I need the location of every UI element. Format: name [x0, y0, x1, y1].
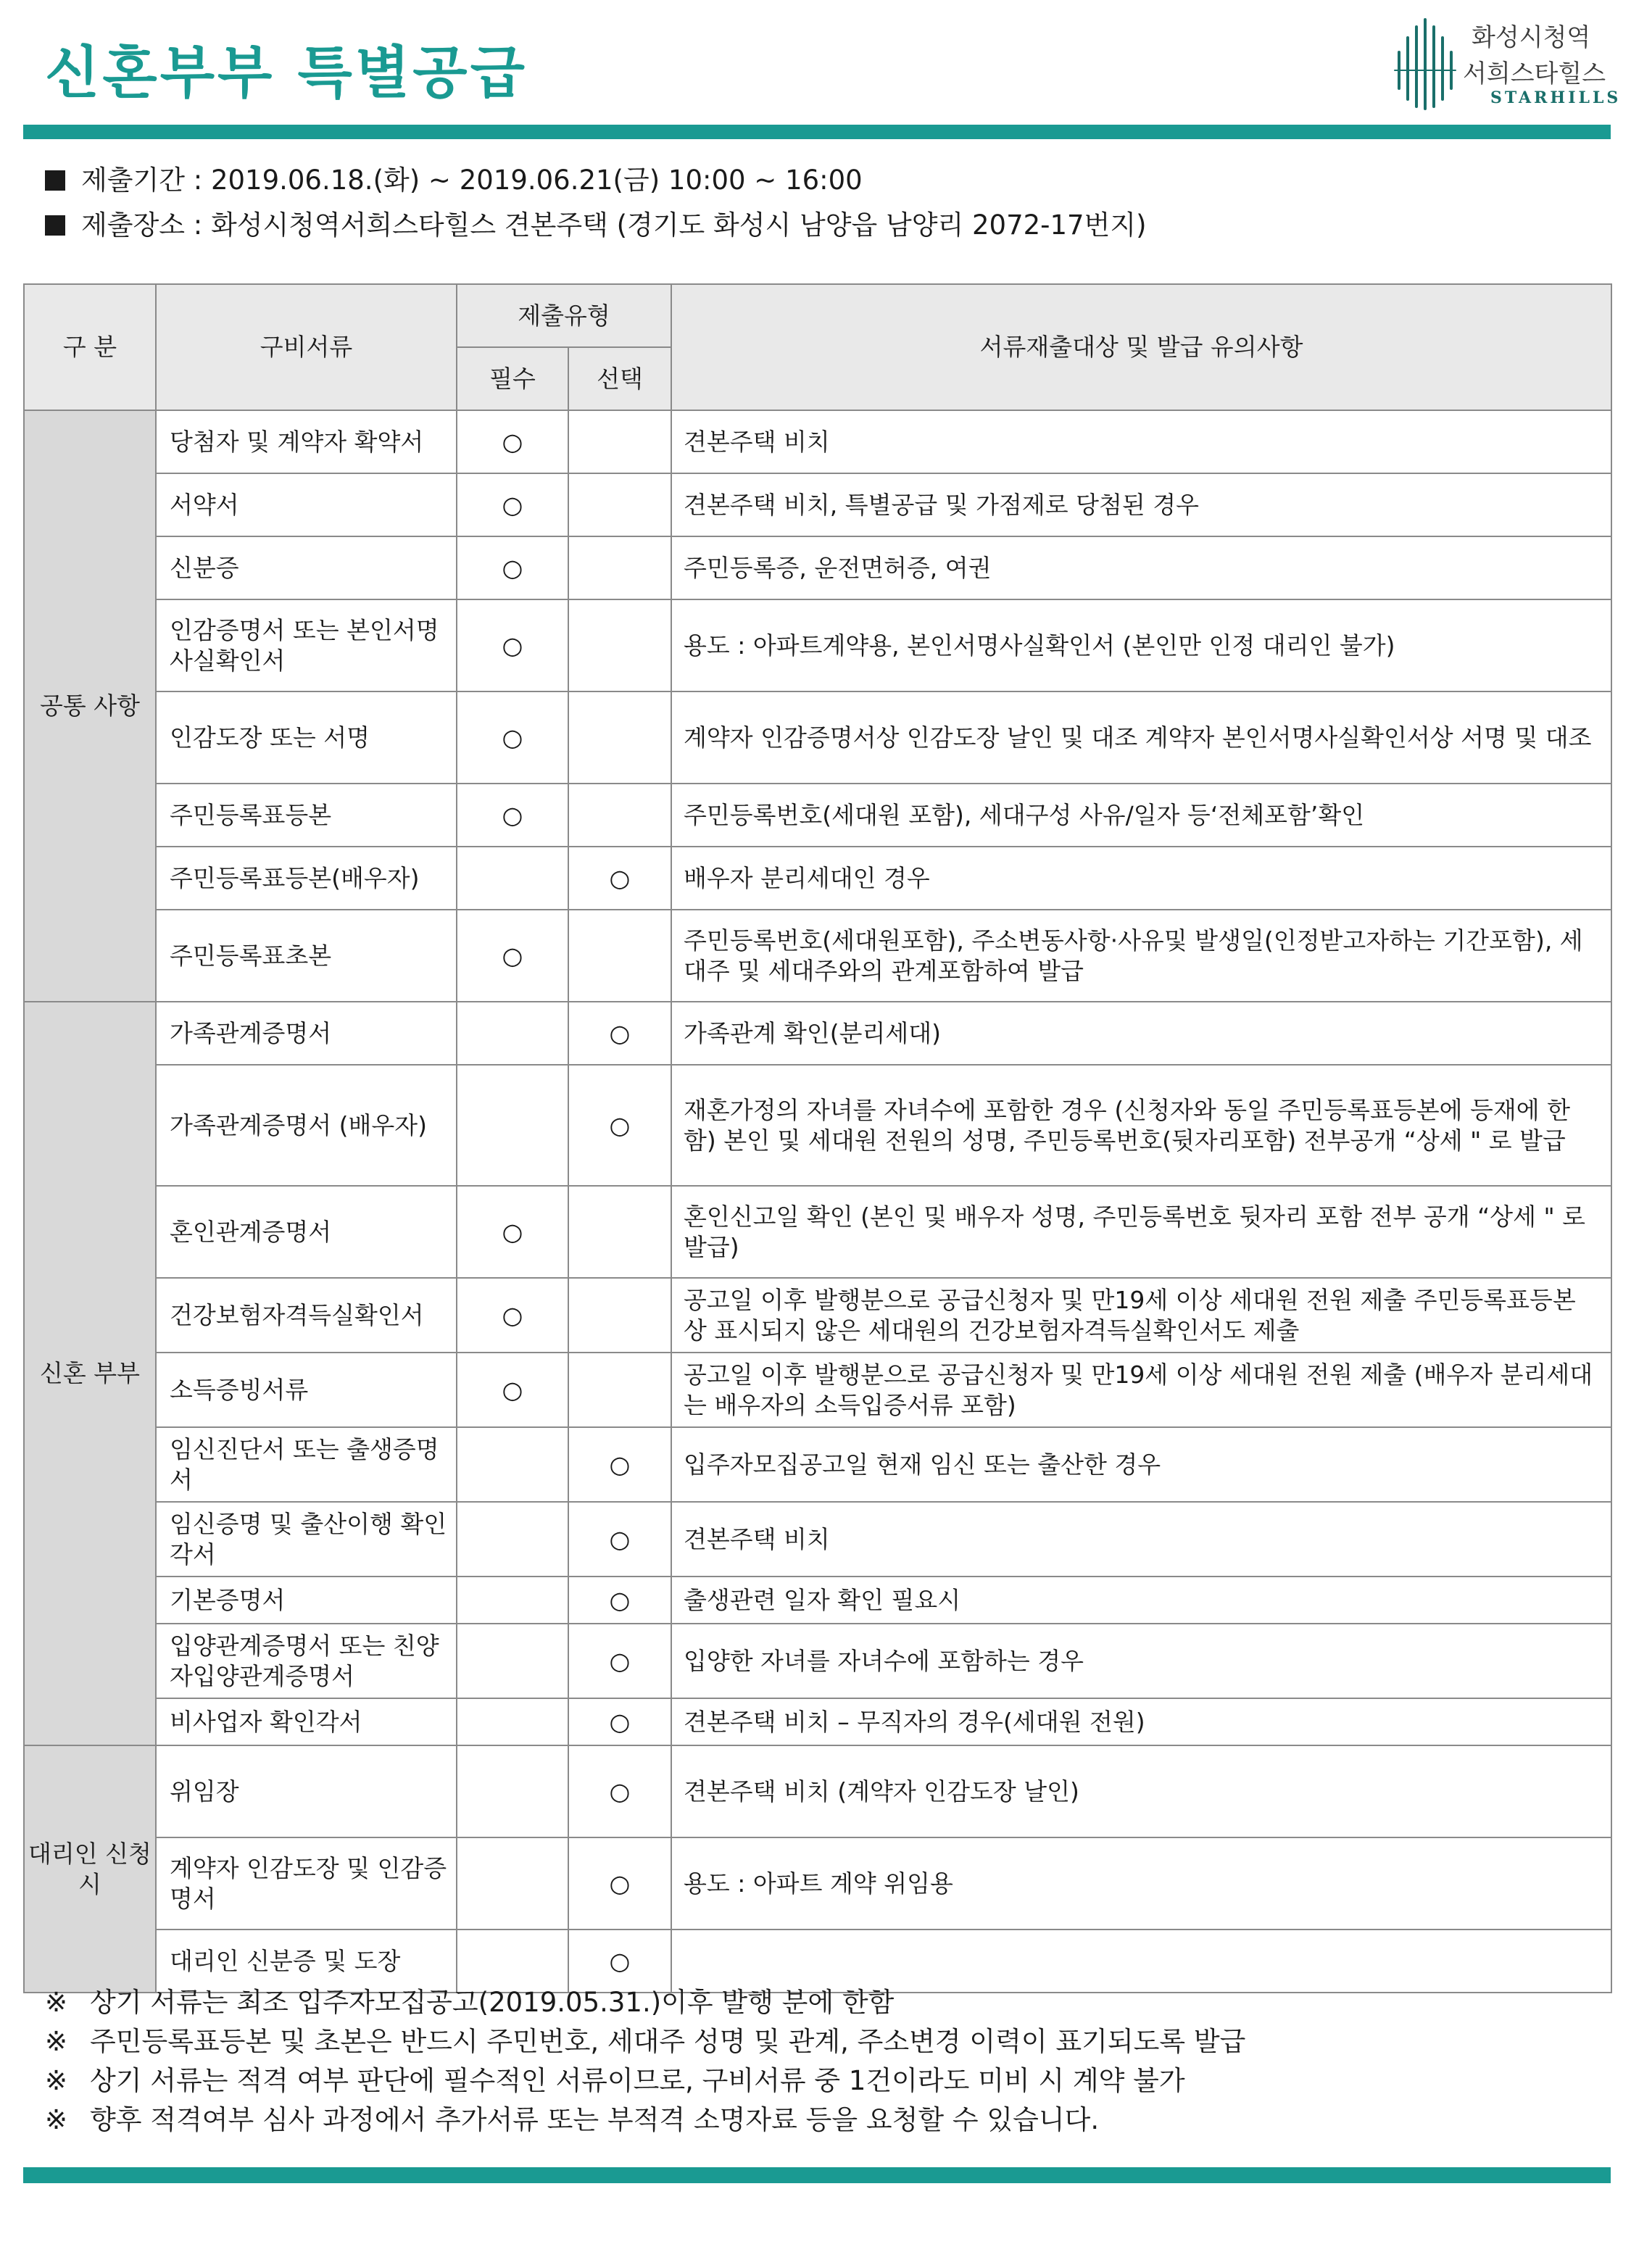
- document-cell: 가족관계증명서 (배우자): [156, 1065, 457, 1186]
- brand-logo: [1392, 13, 1622, 115]
- logo-text-line3: STARHILLS: [1490, 88, 1622, 107]
- optional-mark-cell: ○: [568, 847, 671, 910]
- footnote-item: [45, 2061, 1245, 2101]
- optional-mark-cell: [568, 410, 671, 473]
- document-cell: 계약자 인감도장 및 인감증명서: [156, 1837, 457, 1930]
- required-mark-cell: ○: [457, 1186, 568, 1278]
- required-mark-cell: ○: [457, 536, 568, 599]
- required-mark-cell: ○: [457, 473, 568, 536]
- optional-mark-cell: ○: [568, 1427, 671, 1502]
- table-row: [24, 1278, 1611, 1353]
- table-row: [24, 1353, 1611, 1427]
- required-mark-cell: ○: [457, 910, 568, 1002]
- footnote-item: [45, 2101, 1245, 2140]
- required-mark-cell: [457, 1002, 568, 1065]
- required-mark-cell: ○: [457, 691, 568, 784]
- table-row: [24, 410, 1611, 473]
- footnote-item: [45, 1983, 1245, 2022]
- category-cell: 대리인 신청시: [24, 1745, 156, 1993]
- reference-mark-icon: ※: [45, 1987, 68, 2018]
- table-row: [24, 1427, 1611, 1502]
- table-row: [24, 473, 1611, 536]
- footnote-text: 향후 적격여부 심사 과정에서 추가서류 또는 부적격 소명자료 등을 요청할 수 있습니다.: [90, 2104, 1100, 2135]
- note-cell: 주민등록번호(세대원포함), 주소변동사항·사유및 발생일(인정받고자하는 기간포함), 세대주 및 세대주와의 관계포함하여 발급: [671, 910, 1611, 1002]
- required-mark-cell: ○: [457, 410, 568, 473]
- header-notes: 서류재출대상 및 발급 유의사항: [671, 284, 1611, 410]
- note-cell: 계약자 인감증명서상 인감도장 날인 및 대조 계약자 본인서명사실확인서상 서명 및 대조: [671, 691, 1611, 784]
- document-cell: 기본증명서: [156, 1577, 457, 1624]
- table-row: [24, 1577, 1611, 1624]
- note-cell: 용도 : 아파트계약용, 본인서명사실확인서 (본인만 인정 대리인 불가): [671, 599, 1611, 691]
- starhills-logo-icon: [1392, 16, 1457, 110]
- optional-mark-cell: ○: [568, 1502, 671, 1577]
- optional-mark-cell: [568, 1353, 671, 1427]
- table-row: [24, 784, 1611, 847]
- required-mark-cell: [457, 1837, 568, 1930]
- document-cell: 혼인관계증명서: [156, 1186, 457, 1278]
- optional-mark-cell: ○: [568, 1837, 671, 1930]
- required-mark-cell: [457, 1065, 568, 1186]
- required-mark-cell: ○: [457, 599, 568, 691]
- header-submit-type: 제출유형: [457, 284, 671, 347]
- note-cell: 혼인신고일 확인 (본인 및 배우자 성명, 주민등록번호 뒷자리 포함 전부 공개 “상세 " 로 발급): [671, 1186, 1611, 1278]
- required-mark-cell: [457, 1502, 568, 1577]
- footnotes: [45, 1983, 1245, 2140]
- document-cell: 주민등록표등본: [156, 784, 457, 847]
- table-row: [24, 1186, 1611, 1278]
- document-cell: 임신진단서 또는 출생증명서: [156, 1427, 457, 1502]
- footnote-text: 상기 서류는 적격 여부 판단에 필수적인 서류이므로, 구비서류 중 1건이라도 미비 시 계약 불가: [90, 2065, 1185, 2096]
- submit-place-text: 제출장소 : 화성시청역서희스타힐스 견본주택 (경기도 화성시 남양읍 남양리 2072-17번지): [81, 209, 1147, 241]
- table-row: [24, 1837, 1611, 1930]
- required-mark-cell: ○: [457, 1278, 568, 1353]
- required-mark-cell: [457, 847, 568, 910]
- table-row: [24, 1002, 1611, 1065]
- note-cell: 출생관련 일자 확인 필요시: [671, 1577, 1611, 1624]
- optional-mark-cell: [568, 536, 671, 599]
- document-cell: 대리인 신분증 및 도장: [156, 1930, 457, 1993]
- document-cell: 입양관계증명서 또는 친양자입양관계증명서: [156, 1624, 457, 1698]
- optional-mark-cell: [568, 1186, 671, 1278]
- header-document: 구비서류: [156, 284, 457, 410]
- page-title: 신혼부부 특별공급: [45, 41, 528, 106]
- document-cell: 임신증명 및 출산이행 확인 각서: [156, 1502, 457, 1577]
- note-cell: 배우자 분리세대인 경우: [671, 847, 1611, 910]
- note-cell: 견본주택 비치 – 무직자의 경우(세대원 전원): [671, 1698, 1611, 1745]
- required-mark-cell: [457, 1577, 568, 1624]
- document-cell: 위임장: [156, 1745, 457, 1837]
- table-row: [24, 1745, 1611, 1837]
- submit-period-text: 제출기간 : 2019.06.18.(화) ~ 2019.06.21(금) 10:00 ~ 16:00: [81, 165, 863, 196]
- document-cell: 주민등록표초본: [156, 910, 457, 1002]
- logo-text-line1: 화성시청역: [1472, 23, 1591, 52]
- optional-mark-cell: [568, 473, 671, 536]
- document-cell: 당첨자 및 계약자 확약서: [156, 410, 457, 473]
- table-row: [24, 1624, 1611, 1698]
- note-cell: 공고일 이후 발행분으로 공급신청자 및 만19세 이상 세대원 전원 제출 주민등록표등본 상 표시되지 않은 세대원의 건강보험자격득실확인서도 제출: [671, 1278, 1611, 1353]
- document-cell: 건강보험자격득실확인서: [156, 1278, 457, 1353]
- header-divider: [23, 125, 1611, 139]
- document-cell: 비사업자 확인각서: [156, 1698, 457, 1745]
- optional-mark-cell: [568, 784, 671, 847]
- note-cell: 견본주택 비치: [671, 410, 1611, 473]
- optional-mark-cell: ○: [568, 1577, 671, 1624]
- note-cell: 주민등록증, 운전면허증, 여권: [671, 536, 1611, 599]
- header-category: 구 분: [24, 284, 156, 410]
- footnote-text: 상기 서류는 최조 입주자모집공고(2019.05.31.)이후 발행 분에 한함: [90, 1987, 895, 2018]
- footnote-item: [45, 2022, 1245, 2061]
- required-mark-cell: [457, 1698, 568, 1745]
- optional-mark-cell: ○: [568, 1698, 671, 1745]
- optional-mark-cell: ○: [568, 1624, 671, 1698]
- square-bullet-icon: [45, 215, 65, 236]
- document-cell: 소득증빙서류: [156, 1353, 457, 1427]
- document-cell: 신분증: [156, 536, 457, 599]
- optional-mark-cell: [568, 1278, 671, 1353]
- note-cell: 공고일 이후 발행분으로 공급신청자 및 만19세 이상 세대원 전원 제출 (배우자 분리세대는 배우자의 소득입증서류 포함): [671, 1353, 1611, 1427]
- header-required: 필수: [457, 347, 568, 410]
- note-cell: 가족관계 확인(분리세대): [671, 1002, 1611, 1065]
- document-cell: 가족관계증명서: [156, 1002, 457, 1065]
- required-mark-cell: [457, 1745, 568, 1837]
- note-cell: 용도 : 아파트 계약 위임용: [671, 1837, 1611, 1930]
- optional-mark-cell: ○: [568, 1930, 671, 1993]
- table-row: [24, 691, 1611, 784]
- table-row: [24, 536, 1611, 599]
- note-cell: 입주자모집공고일 현재 임신 또는 출산한 경우: [671, 1427, 1611, 1502]
- document-cell: 인감증명서 또는 본인서명사실확인서: [156, 599, 457, 691]
- table-row: [24, 1698, 1611, 1745]
- submit-place: [45, 203, 1147, 242]
- note-cell: 입양한 자녀를 자녀수에 포함하는 경우: [671, 1624, 1611, 1698]
- optional-mark-cell: [568, 910, 671, 1002]
- category-cell: 공통 사항: [24, 410, 156, 1002]
- square-bullet-icon: [45, 170, 65, 191]
- required-mark-cell: [457, 1624, 568, 1698]
- required-mark-cell: ○: [457, 1353, 568, 1427]
- documents-table: [23, 283, 1612, 1993]
- submit-period: [45, 158, 863, 197]
- optional-mark-cell: [568, 691, 671, 784]
- note-cell: 주민등록번호(세대원 포함), 세대구성 사유/일자 등‘전체포함’확인: [671, 784, 1611, 847]
- optional-mark-cell: ○: [568, 1002, 671, 1065]
- reference-mark-icon: ※: [45, 2026, 68, 2057]
- document-cell: 인감도장 또는 서명: [156, 691, 457, 784]
- table-row: [24, 1065, 1611, 1186]
- table-row: [24, 847, 1611, 910]
- document-cell: 서약서: [156, 473, 457, 536]
- optional-mark-cell: [568, 599, 671, 691]
- optional-mark-cell: ○: [568, 1065, 671, 1186]
- document-cell: 주민등록표등본(배우자): [156, 847, 457, 910]
- table-row: [24, 1502, 1611, 1577]
- logo-text-line2: 서희스타힐스: [1463, 59, 1606, 88]
- note-cell: 재혼가정의 자녀를 자녀수에 포함한 경우 (신청자와 동일 주민등록표등본에 등재에 한함) 본인 및 세대원 전원의 성명, 주민등록번호(뒷자리포함) 전부공개 “상세 " 로 발급: [671, 1065, 1611, 1186]
- note-cell: 견본주택 비치 (계약자 인감도장 날인): [671, 1745, 1611, 1837]
- category-cell: 신혼 부부: [24, 1002, 156, 1745]
- footnote-text: 주민등록표등본 및 초본은 반드시 주민번호, 세대주 성명 및 관계, 주소변경 이력이 표기되도록 발급: [90, 2026, 1246, 2057]
- required-mark-cell: ○: [457, 784, 568, 847]
- footer-divider: [23, 2167, 1611, 2183]
- table-row: [24, 599, 1611, 691]
- note-cell: 견본주택 비치, 특별공급 및 가점제로 당첨된 경우: [671, 473, 1611, 536]
- table-row: [24, 910, 1611, 1002]
- header-optional: 선택: [568, 347, 671, 410]
- reference-mark-icon: ※: [45, 2104, 68, 2135]
- required-mark-cell: [457, 1427, 568, 1502]
- optional-mark-cell: ○: [568, 1745, 671, 1837]
- reference-mark-icon: ※: [45, 2065, 68, 2096]
- note-cell: 견본주택 비치: [671, 1502, 1611, 1577]
